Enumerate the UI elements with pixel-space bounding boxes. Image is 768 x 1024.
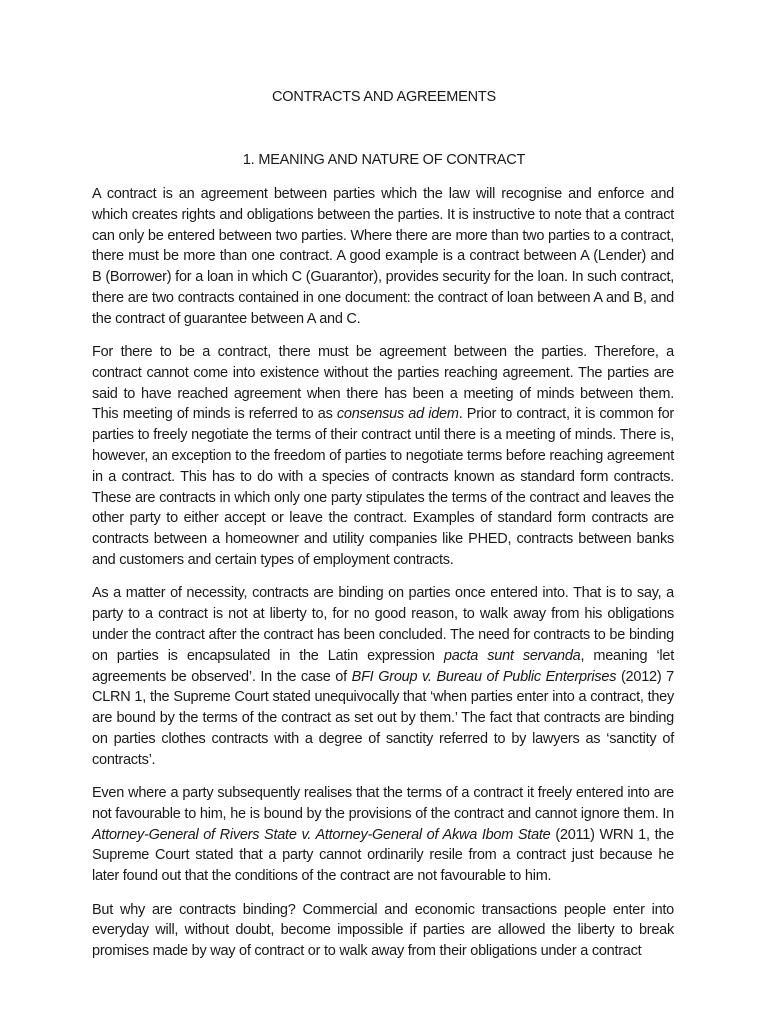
section-heading: 1. MEANING AND NATURE OF CONTRACT (242, 152, 526, 168)
document-title: CONTRACTS AND AGREEMENTS (271, 89, 496, 105)
paragraph (92, 900, 674, 962)
paragraph-text: For there to be a contract, there must be agreement between the parties. Therefore, a contract cannot come into existence without the parties reaching agreement. The parties are said to have reached agreement when there has been a meeting of minds between them. This meeting of minds is referred to as (92, 344, 674, 423)
italic-citation: Attorney-General of Rivers State v. Attorney-General of Akwa Ibom State (92, 826, 551, 843)
document-body (92, 184, 674, 974)
paragraph-text: (2011) WRN 1, the Supreme Court stated that a party cannot ordinarily resile from a contract just because he later found out that the conditions of the contract are not favourable to him. (92, 826, 674, 885)
paragraph-text: , meaning ‘let agreements be observed’. In the case of (92, 647, 674, 685)
italic-citation: consensus ad idem (336, 406, 459, 423)
paragraph (92, 583, 674, 770)
paragraph-text: A contract is an agreement between parties which the law will recognise and enforce and which creates rights and obligations between the parties. It is instructive to note that a contract can only be entered between two parties. Where there are more than two parties to a contract, there must be more than one contract. A good example is a contract between A (Lender) and B (Borrower) for a loan in which C (Guarantor), provides security for the loan. In such contract, there are two contracts contained in one document: the contract of loan between A and B, and the contract of guarantee between A and C. (92, 186, 674, 327)
paragraph (92, 783, 674, 887)
paragraph-text: . Prior to contract, it is common for parties to freely negotiate the terms of their contract until there is a meeting of minds. There is, however, an exception to the freedom of parties to negotiate terms before reaching agreement in a contract. This has to do with a species of contracts known as standard form contracts. These are contracts in which only one party stipulates the terms of the contract and leaves the other party to either accept or leave the contract. Examples of standard form contracts are contracts between a homeowner and utility companies like PHED, contracts between banks and customers and certain types of employment contracts. (92, 406, 674, 569)
italic-citation: BFI Group v. Bureau of Public Enterprises (351, 668, 617, 685)
paragraph-text: But why are contracts binding? Commercial and economic transactions people enter into everyday will, without doubt, become impossible if parties are allowed the liberty to break promises made by way of contract or to walk away from their obligations under a contract (92, 901, 674, 960)
paragraph (92, 184, 674, 330)
paragraph-text: Even where a party subsequently realises that the terms of a contract it freely entered into are not favourable to him, he is bound by the provisions of the contract and cannot ignore them. In (92, 785, 674, 822)
paragraph-text: As a matter of necessity, contracts are binding on parties once entered into. That is to say, a party to a contract is not at liberty to, for no good reason, to walk away from his obligations under the contract after the contract has been concluded. The need for contracts to be binding on parties is encapsulated in the Latin expression (92, 585, 674, 664)
paragraph (92, 342, 674, 571)
paragraph-text: (2012) 7 CLRN 1, the Supreme Court stated unequivocally that ‘when parties enter into a contract, they are bound by the terms of the contract as set out by them.’ The fact that contracts are binding on parties clothes contracts with a degree of sanctity referred to by lawyers as ‘sanctity of contracts’. (92, 668, 674, 768)
italic-citation: pacta sunt servanda (443, 647, 581, 664)
